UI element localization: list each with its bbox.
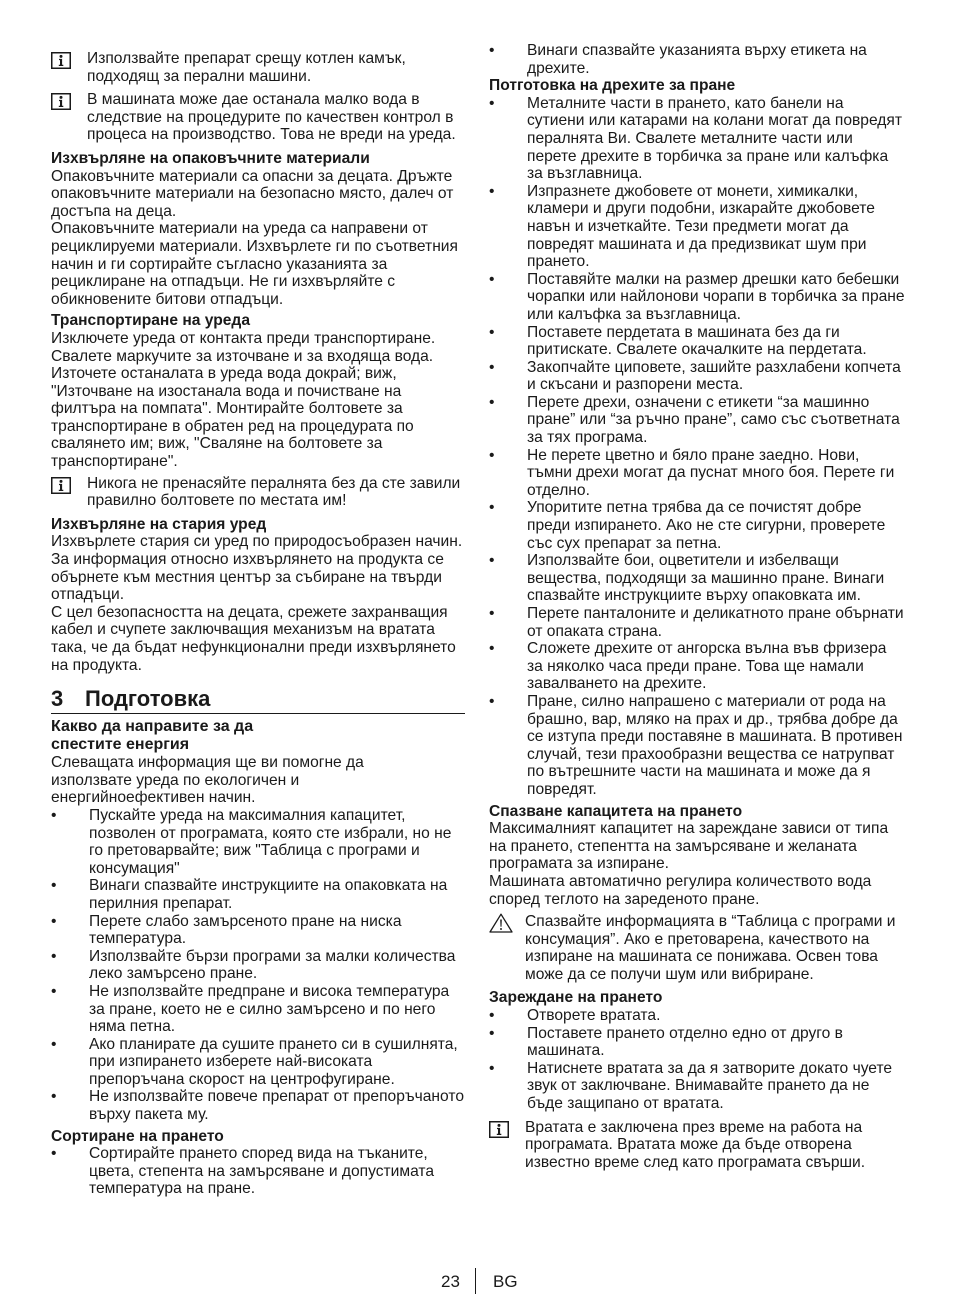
right-column <box>489 42 905 1177</box>
info-icon <box>51 477 71 494</box>
list-item: • Сложете дрехите от ангорска вълна във фризера за няколко часа преди пране. Това ще намали завалването на дрехите. <box>489 640 905 693</box>
list-item: • Перете дрехи, означени с етикети “за машинно пране” или “за ръчно пране”, само със съответната за тях програма. <box>489 394 905 447</box>
warning-note <box>489 913 905 983</box>
chapter-heading <box>51 686 465 714</box>
warning-triangle-icon <box>489 913 513 933</box>
info-note-text: В машината може дае останала малко вода в следствие на процедурите по качествен контрол в процеса на производство. Това не вреди на уреда. <box>87 91 456 144</box>
prep-bullet-list <box>489 95 905 799</box>
warning-note-text: Спазвайте информацията в “Таблица с програми и консумация”. Ако е претоварена, качеството на изпиране на машината се понижава. Освен това може да се получи шум или вибриране. <box>525 913 896 983</box>
info-icon <box>51 93 71 110</box>
info-note <box>51 50 465 85</box>
list-item: • Металните части в прането, като банели на сутиени или катарами на колани могат да повредят пералнята Ви. Свалете металните части или перете дрехите в торбичка за пране или калъфка за възглавница. <box>489 95 905 183</box>
footer-divider <box>475 1268 476 1294</box>
list-item: • Перете слабо замърсеното пране на ниска температура. <box>51 913 465 948</box>
info-note-text: Вратата е заключена през време на работа на програмата. Вратата може да бъде отворена известно време след като програмата свърши. <box>525 1118 866 1171</box>
list-item: • Винаги спазвайте указанията върху етикета на дрехите. <box>489 42 905 77</box>
section-heading-sorting: Сортиране на прането <box>51 1127 224 1145</box>
info-note <box>489 1119 905 1172</box>
left-column <box>51 50 465 1198</box>
sorting-bullet-list <box>51 1145 465 1198</box>
paragraph: Опаковъчните материали са опасни за децата. Дръжте опаковъчните материали на безопасно място, далеч от достъпа на деца. <box>51 167 454 220</box>
top-bullet-list <box>489 42 905 77</box>
list-item: • Перете панталоните и деликатното пране обърнати от опаката страна. <box>489 605 905 640</box>
page-footer <box>0 1266 954 1296</box>
list-item: • Натиснете вратата за да я затворите докато чуете звук от заключване. Внимавайте прането да не бъде защипано от вратата. <box>489 1060 905 1113</box>
paragraph: Максималният капацитет на зареждане зависи от типа на прането, степентта на замърсяване и желаната програмата за изпиране. <box>489 820 889 873</box>
list-item: • Поставете пердетата в машината без да ги притискате. Свалете окачалките на пердетата. <box>489 324 905 359</box>
paragraph: Слеващата информация ще ви помогне да използвате уреда по екологичен и енергийноефективен начин. <box>51 754 364 807</box>
list-item: • Отворете вратата. <box>489 1007 905 1025</box>
list-item: • Поставете прането отделно едно от друго в машината. <box>489 1025 905 1060</box>
info-note-text: Използвайте препарат срещу котлен камък, подходящ за перални машини. <box>87 50 406 85</box>
list-item: • Не перете цветно и бяло пране заедно. Нови, тъмни дрехи могат да пуснат много боя. Перете ги отделно. <box>489 447 905 500</box>
chapter-number: 3 <box>51 686 64 712</box>
list-item: • Използвайте бързи програми за малки количества леко замърсено пране. <box>51 948 465 983</box>
info-icon <box>489 1121 509 1138</box>
section-heading-packaging: Изхвърляне на опаковъчните материали <box>51 149 370 167</box>
list-item: • Поставяйте малки на размер дрешки като бебешки чорапки или найлонови чорапи в торбичка за пране или калъфка за възглавница. <box>489 271 905 324</box>
list-item: • Изпразнете джобовете от монети, химикалки, кламери и други подобни, изкарайте джобовете навън и изчеткайте. Тези предмети могат да повредят машината и да предизвикат шум при прането. <box>489 183 905 271</box>
language-code: BG <box>493 1272 518 1291</box>
list-item: • Винаги спазвайте инструкциите на опаковката на перилния препарат. <box>51 877 465 912</box>
energy-bullet-list <box>51 807 465 1124</box>
list-item: • Не използвайте повече препарат от препоръчаното върху пакета му. <box>51 1088 465 1123</box>
list-item: • Не използвайте предпране и висока температура за пране, което не е силно замърсено и по него няма петна. <box>51 983 465 1036</box>
section-heading-preparation: Потготовка на дрехите за пране <box>489 77 736 95</box>
page-number: 23 <box>441 1272 460 1291</box>
paragraph: Изхвърлете стария си уред по природосъобразен начин. <box>51 533 463 551</box>
paragraph: Опаковъчните материали на уреда са направени от рециклируеми материали. Изхвърлете ги по съответния начин и ги сортирайте съгласно указанията за рециклиране на отпадъци. Не ги изхвърляйте с обикновените битови отпадъци. <box>51 220 458 308</box>
info-note <box>51 91 465 144</box>
section-heading-transport: Транспортиране на уреда <box>51 312 250 330</box>
paragraph: Машината автоматично регулира количеството вода според теглото на зареденото пране. <box>489 872 872 908</box>
section-heading-loading: Зареждане на прането <box>489 989 663 1007</box>
list-item: • Ако планирате да сушите прането си в сушилнята, при изпирането изберете най-високата препоръчана скорост на центрофугиране. <box>51 1036 465 1089</box>
list-item: • Упоритите петна трябва да се почистят добре преди изпирането. Ако не сте сигурни, проверете със сух препарат за петна. <box>489 499 905 552</box>
paragraph: С цел безопасността на децата, срежете захранващия кабел и счупете заключващия механизъм на вратата така, че да бъдат нефункционални преди изхвърлянето на продукта. <box>51 603 456 674</box>
list-item: • Закопчайте циповете, зашийте разхлабени копчета и скъсани и разпорени места. <box>489 359 905 394</box>
list-item: • Пране, силно напрашено с материали от рода на брашно, вар, мляко на прах и др., трябва добре да се изтупа преди поставяне в машината. В противен случай, тези прахообразни вещества се натрупват по вътрешните части на машината и може да я повредят. <box>489 693 905 799</box>
info-note-text: Никога не пренасяйте пералнята без да сте завили правилно болтовете по местата им! <box>87 474 461 510</box>
paragraph: Изключете уреда от контакта преди транспортиране. Свалете маркучите за източване и за входяща вода. Източете останалата в уреда вода докрай; виж, "Източване на изостанала вода и почистване на филтъра на помпата". Монтирайте болтовете за транспортиране в обратен ред на процедурата по свалянето им; виж, "Сваляне на болтовете за транспортиране". <box>51 329 436 471</box>
section-heading-capacity: Спазване капацитета на прането <box>489 802 743 820</box>
section-heading-energy: Какво да направите за да спестите енергия <box>51 718 254 754</box>
list-item: • Пускайте уреда на максималния капацитет, позволен от програмата, която сте избрали, но не го претоварвайте; виж "Таблица с програми и консумация" <box>51 807 465 877</box>
info-note <box>51 475 465 510</box>
loading-bullet-list <box>489 1007 905 1113</box>
paragraph: За информация относно изхвърлянето на продукта се обърнете към местния център за събиране на твърди отпадъци. <box>51 551 444 604</box>
info-icon <box>51 52 71 69</box>
chapter-title: Подготовка <box>85 686 211 712</box>
list-item: • Сортирайте прането според вида на тъканите, цвета, степента на замърсяване и допустимата температура на пране. <box>51 1145 465 1198</box>
list-item: • Използвайте бои, оцветители и избелващи вещества, подходящи за машинно пране. Винаги спазвайте инструкциите върху опаковката им. <box>489 552 905 605</box>
section-heading-disposal: Изхвърляне на стария уред <box>51 515 267 533</box>
